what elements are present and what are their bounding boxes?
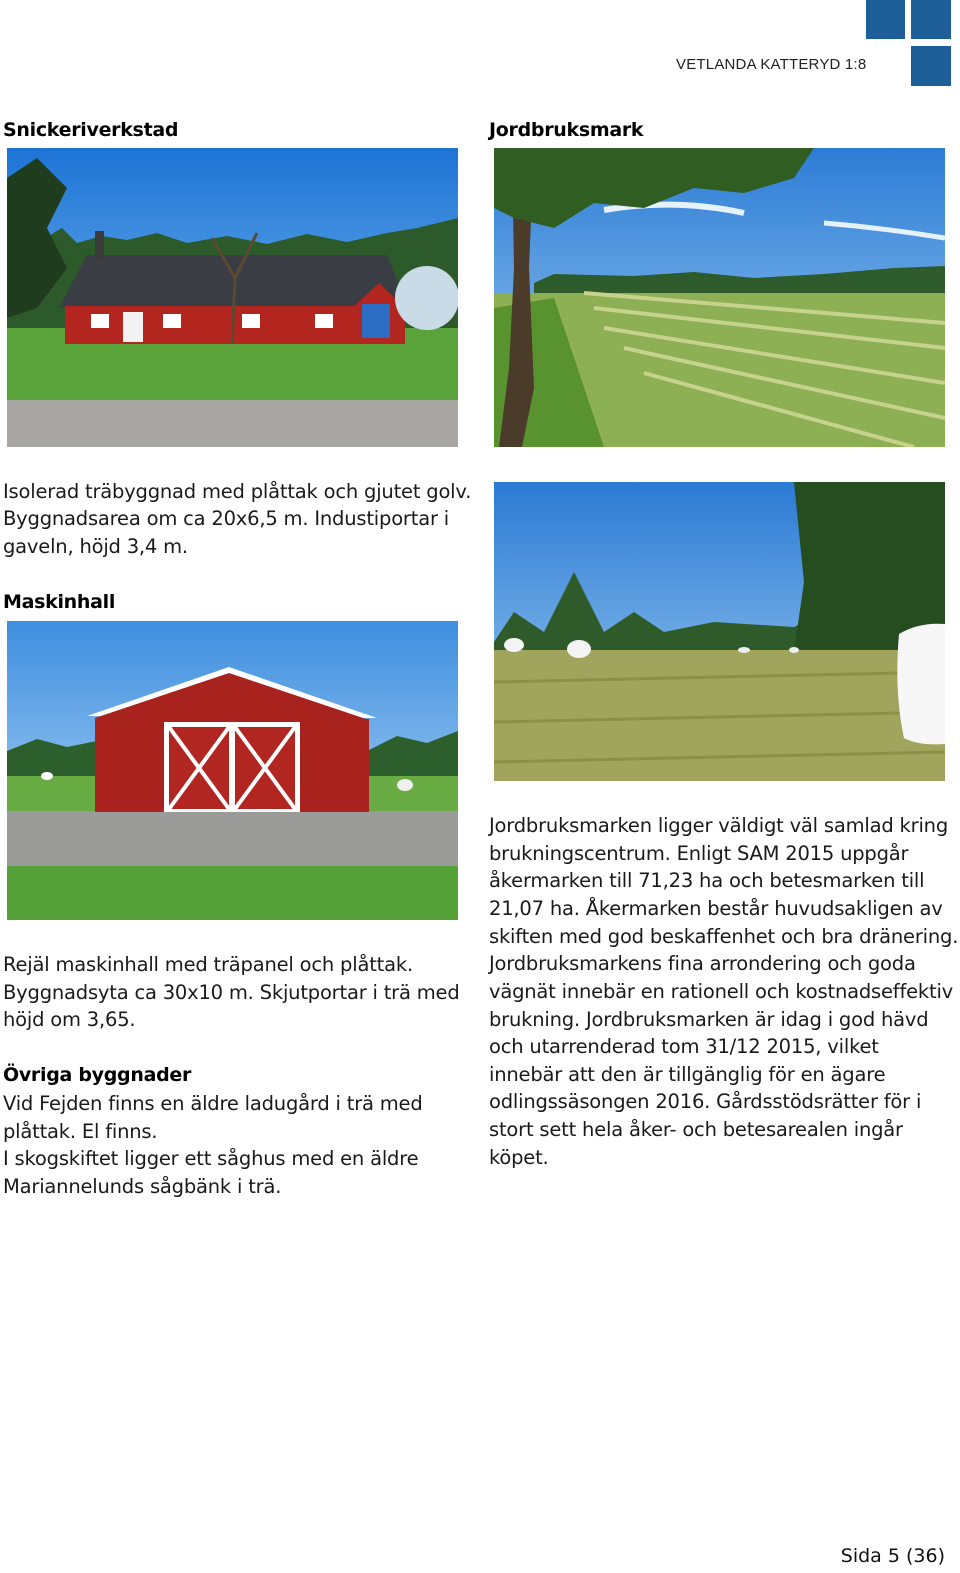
- heading-maskinhall: Maskinhall: [3, 591, 116, 613]
- heading-jordbruksmark: Jordbruksmark: [489, 119, 644, 141]
- mowed-field-photo: [494, 148, 945, 447]
- logo-square: [911, 0, 951, 39]
- logo-square: [911, 46, 951, 86]
- red-machine-hall-photo: [7, 621, 458, 920]
- logo-square: [866, 0, 905, 39]
- field-with-silage-bales-photo: [494, 482, 945, 781]
- heading-ovriga-byggnader: Övriga byggnader: [3, 1064, 192, 1086]
- page-number: Sida 5 (36): [840, 1545, 945, 1567]
- heading-snickeriverkstad: Snickeriverkstad: [3, 119, 179, 141]
- red-wooden-workshop-photo: [7, 148, 458, 447]
- document-header: VETLANDA KATTERYD 1:8: [676, 56, 867, 73]
